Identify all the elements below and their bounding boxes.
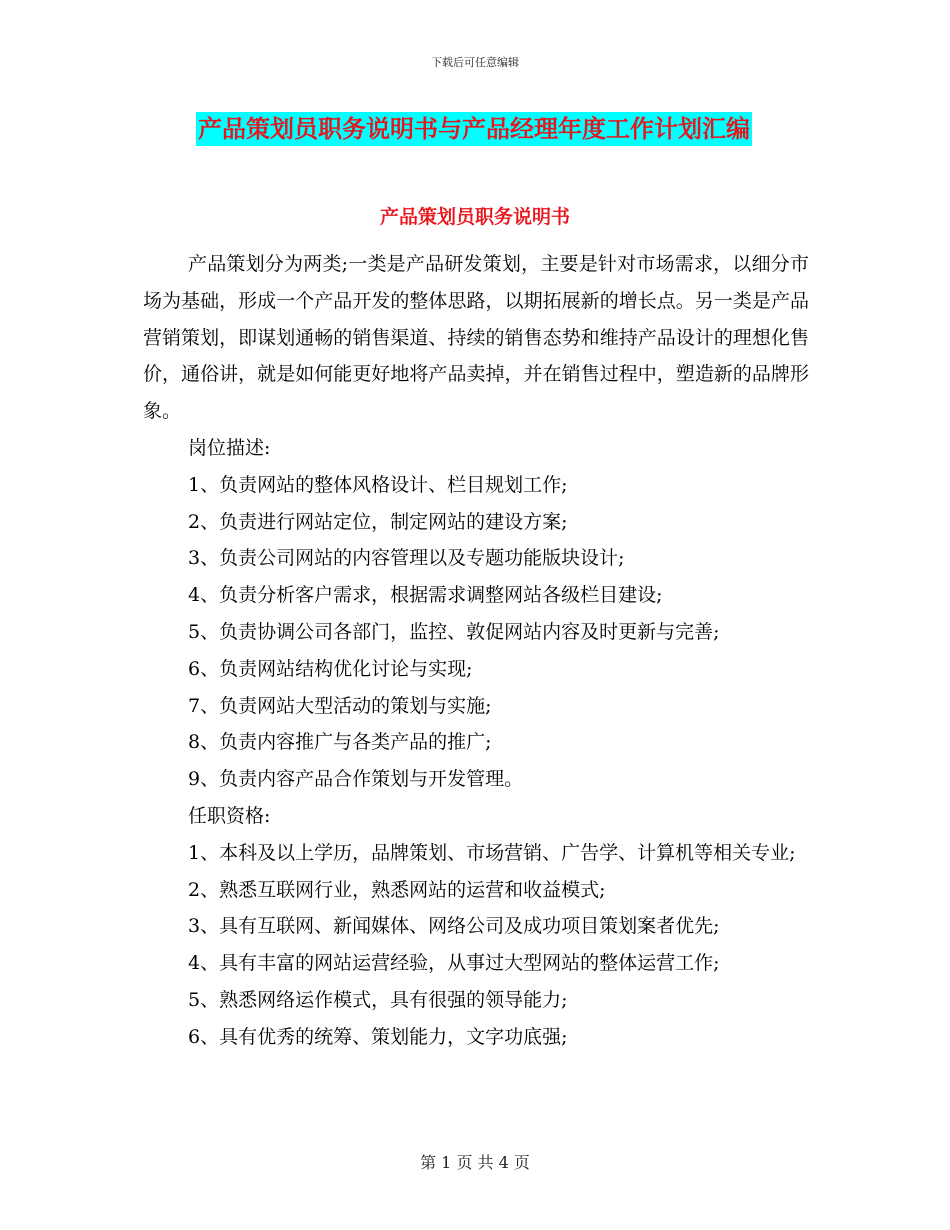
qualification-item: 6、具有优秀的统筹、策划能力，文字功底强; (188, 1025, 568, 1048)
header-note: 下载后可任意编辑 (431, 56, 519, 69)
duty-item: 4、负责分析客户需求，根据需求调整网站各级栏目建设; (188, 584, 663, 607)
intro-paragraph: 产品策划分为两类;一类是产品研发策划，主要是针对市场需求，以细分市场为基础，形成一个产品开发的整体思路，以期拓展新的增长点。另一类是产品营销策划，即谋划通畅的销售渠道、持续的销售态势和维持产品设计的理想化售价，通俗讲，就是如何能更好地将产品卖掉，并在销售过程中，塑造新的品牌形象。 (143, 253, 809, 423)
document-body (143, 246, 809, 1056)
duty-item: 2、负责进行网站定位，制定网站的建设方案; (188, 510, 568, 533)
qualification-item: 2、熟悉互联网行业，熟悉网站的运营和收益模式; (188, 878, 606, 901)
duty-item: 9、负责内容产品合作策划与开发管理。 (188, 768, 524, 791)
page-footer: 第 1 页 共 4 页 (420, 1153, 530, 1172)
duty-item: 5、负责协调公司各部门，监控、敦促网站内容及时更新与完善; (188, 620, 720, 643)
document-title: 产品策划员职务说明书与产品经理年度工作计划汇编 (196, 112, 752, 146)
qualification-item: 4、具有丰富的网站运营经验，从事过大型网站的整体运营工作; (188, 952, 720, 975)
qualifications-heading: 任职资格: (188, 804, 271, 827)
qualification-item: 1、本科及以上学历，品牌策划、市场营销、广告学、计算机等相关专业; (188, 841, 796, 864)
qualification-item: 3、具有互联网、新闻媒体、网络公司及成功项目策划案者优先; (188, 915, 720, 938)
duty-item: 8、负责内容推广与各类产品的推广; (188, 731, 492, 754)
duties-heading: 岗位描述: (188, 436, 271, 459)
duty-item: 6、负责网站结构优化讨论与实现; (188, 657, 473, 680)
section-title: 产品策划员职务说明书 (379, 206, 570, 228)
duty-item: 1、负责网站的整体风格设计、栏目规划工作; (188, 473, 568, 496)
duty-item: 7、负责网站大型活动的策划与实施; (188, 694, 492, 717)
duty-item: 3、负责公司网站的内容管理以及专题功能版块设计; (188, 547, 625, 570)
qualification-item: 5、熟悉网络运作模式，具有很强的领导能力; (188, 988, 568, 1011)
